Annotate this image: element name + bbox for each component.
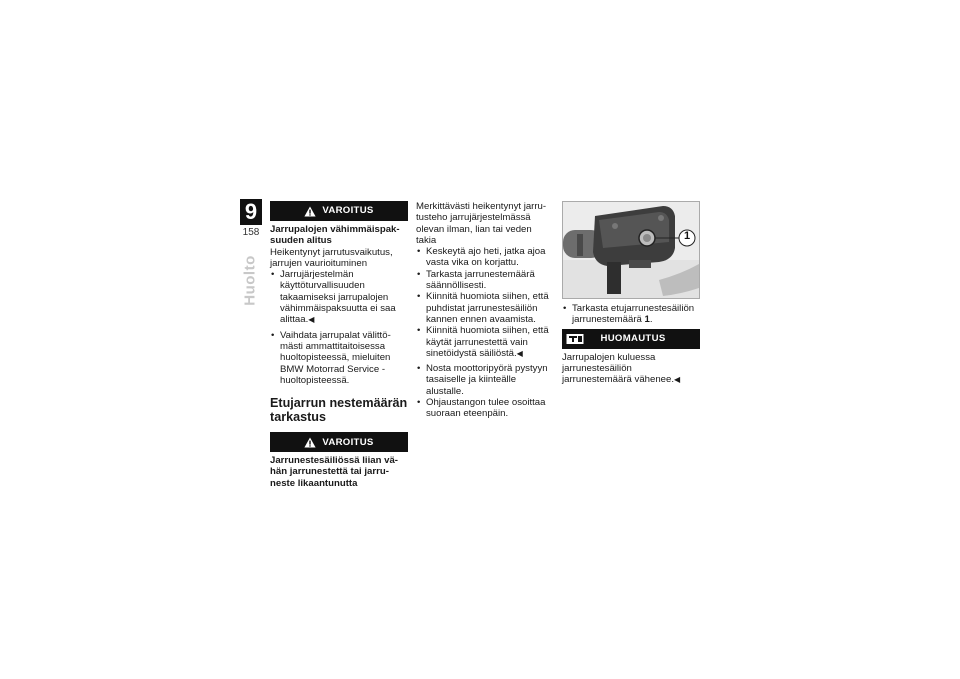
list-item — [416, 363, 554, 397]
list-item: • Tarkasta etujarrunestesäiliön jarrunestemäärä 1. — [562, 303, 700, 326]
list-item — [416, 397, 554, 420]
notice-text — [562, 352, 700, 386]
list-item-text: Kiinnitä huomiota siihen, että käytät jarrunestettä vain sinetöidystä säiliöstä. — [426, 325, 549, 359]
photo-illustration — [563, 202, 699, 298]
section-heading: Etujarrun nestemäärän tarkastus — [270, 396, 408, 425]
reference-number: 1 — [644, 314, 650, 326]
warning-triangle-icon — [304, 437, 316, 448]
warning-heading: Jarrunestesäiliössä liian vähän jarrunestettä tai jarruneste likaantunutta — [270, 455, 398, 489]
list-item-text: Vaihdata jarrupalat välittömästi ammattitaitoisessa huoltopisteessä, mieluiten BMW Motorrad Service -huoltopisteessä. — [280, 329, 391, 386]
list-item-text: Ohjaustangon tulee osoittaa suoraan eteenpäin. — [426, 397, 546, 420]
left-column — [270, 201, 408, 489]
warning-bullet-list — [270, 269, 408, 386]
list-item-text: Tarkasta etujarrunestesäiliön jarrunestemäärä — [572, 303, 695, 326]
right-column — [562, 201, 700, 385]
warning-banner — [270, 432, 408, 452]
warning-banner — [270, 201, 408, 221]
page-number: 158 — [242, 227, 260, 238]
list-item-text: Nosta moottoripyörä pystyyn tasaiselle ja kiinteälle alustalle. — [426, 363, 548, 397]
notice-label: HUOMAUTUS — [600, 332, 666, 344]
list-item-text: Tarkasta jarrunestemäärä säännöllisesti. — [426, 268, 535, 292]
warning-triangle-icon — [304, 206, 316, 217]
chapter-title — [232, 244, 268, 316]
end-mark: ◀ — [308, 315, 315, 325]
list-item-text: Jarrujärjestelmän käyttöturvallisuuden takaamiseksi jarrupalojen vähimmäispaksuutta ei saa alittaa. — [280, 269, 396, 326]
warning-text: Heikentynyt jarrutusvaikutus, jarrujen vaurioituminen — [270, 246, 393, 269]
list-item — [270, 330, 408, 386]
brake-fluid-reservoir-photo — [562, 201, 700, 299]
chapter-tab — [240, 199, 262, 239]
middle-bullet-list — [416, 246, 554, 419]
end-mark: ◀ — [516, 348, 523, 358]
list-item — [416, 291, 554, 325]
list-item-text: Kiinnitä huomiota siihen, että puhdistat jarrunestesäiliön kannen ennen avaamista. — [426, 291, 549, 325]
list-item — [270, 269, 408, 325]
notice-pointer-icon — [566, 333, 584, 345]
list-item — [416, 246, 554, 269]
list-item-text: Keskeytä ajo heti, jatka ajoa vasta vika on korjattu. — [426, 246, 546, 269]
right-bullet-list — [562, 303, 700, 326]
warning-label: VAROITUS — [322, 205, 374, 217]
list-item — [416, 325, 554, 359]
chapter-number: 9 — [240, 199, 262, 225]
end-mark: ◀ — [674, 375, 681, 385]
chapter-title-text: Huolto — [241, 254, 259, 306]
middle-text: Merkittävästi heikentynyt jarrutusteho jarrujärjestelmässä olevan ilman, lian tai veden takia — [416, 201, 547, 246]
figure-callout: 1 — [683, 230, 691, 242]
middle-column — [416, 201, 554, 420]
notice-text-body: Jarrupalojen kuluessa jarrunestesäiliön jarrunestemäärä vähenee. — [562, 351, 674, 386]
warning-heading: Jarrupalojen vähimmäispaksuuden alitus — [270, 224, 400, 247]
warning-label: VAROITUS — [322, 436, 374, 448]
list-item — [416, 269, 554, 292]
notice-banner — [562, 329, 700, 349]
